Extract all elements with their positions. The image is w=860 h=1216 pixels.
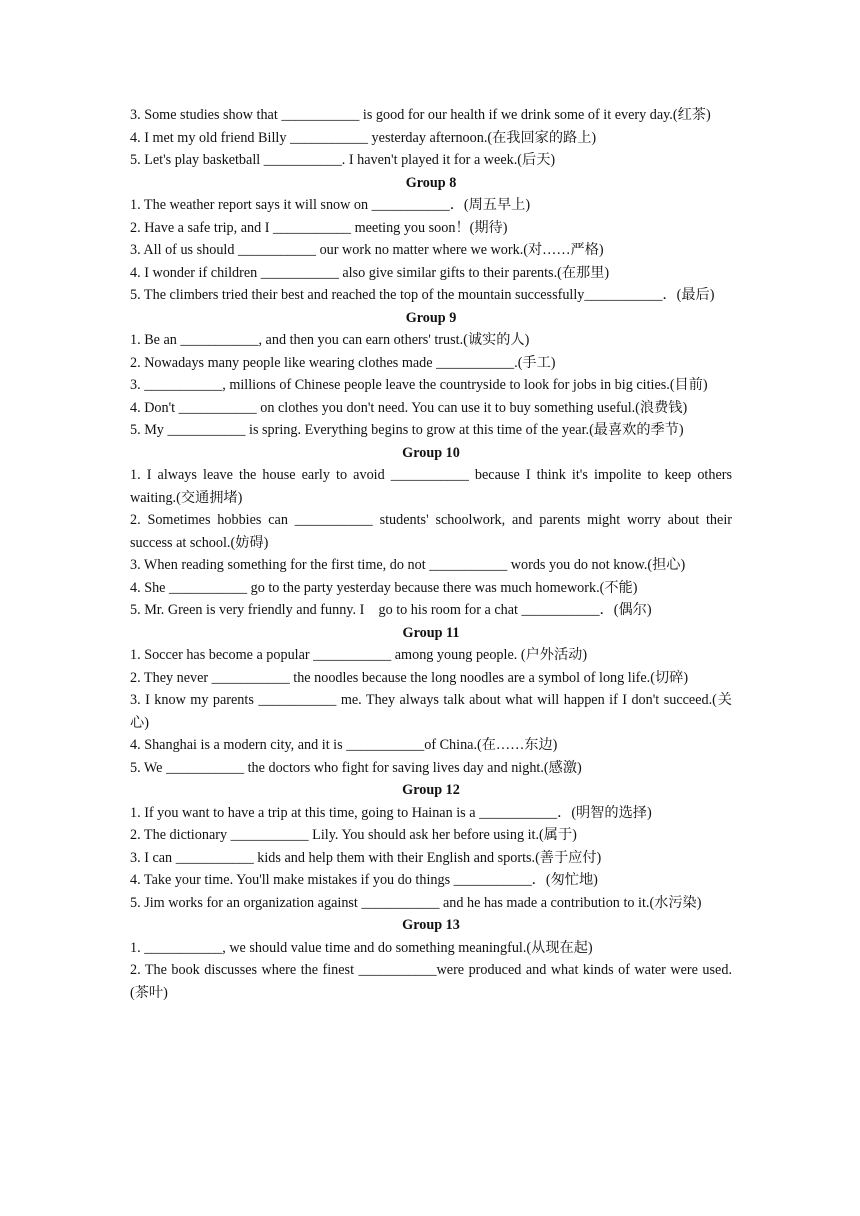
list-item: 1. Be an ___________, and then you can earn others' trust.(诚实的人) [130,332,530,348]
list-item: 1. ___________, we should value time and do something meaningful.(从现在起) [130,939,593,956]
list-item: 2. The book discusses where the finest ___________were produced and what kinds of water were used.(茶叶) [130,962,732,1001]
list-item: 4. I wonder if children ___________ also give similar gifts to their parents.(在那里) [130,264,610,281]
group-heading: Group 8 [405,174,457,191]
group-heading: Group 12 [402,782,460,798]
list-item: 2. They never ___________ the noodles because the long noodles are a symbol of long life.(切碎) [130,669,689,686]
list-item: 4. Shanghai is a modern city, and it is ___________of China.(在……东边) [130,737,558,753]
list-item: 4. Don't ___________ on clothes you don't need. You can use it to buy something useful.(浪费钱) [130,399,688,416]
list-item: 1. Soccer has become a popular ___________ among young people. (户外活动) [130,647,588,663]
list-item: 3. Some studies show that ___________ is good for our health if we drink some of it every day.(红茶) [130,107,711,123]
list-item: 3. I know my parents ___________ me. They always talk about what will happen if I don't succeed.(关心) [130,692,732,731]
list-item: 1. The weather report says it will snow on ___________．(周五早上) [130,197,531,213]
list-item: 5. Let's play basketball ___________. I haven't played it for a week.(后天) [130,152,556,168]
list-item: 4. She ___________ go to the party yesterday because there was much homework.(不能) [130,579,638,596]
list-item: 2. Sometimes hobbies can ___________ students' schoolwork, and parents might worry about their success at school.(妨碍) [130,512,732,551]
list-item: 5. The climbers tried their best and reached the top of the mountain successfully___________．(最后) [130,287,715,303]
group-heading: Group 11 [402,624,460,641]
list-item: 4. I met my old friend Billy ___________ yesterday afternoon.(在我回家的路上) [130,129,597,146]
list-item: 2. The dictionary ___________ Lily. You should ask her before using it.(属于) [130,827,577,843]
list-item: 3. All of us should ___________ our work no matter where we work.(对……严格) [130,242,604,258]
list-item: 3. When reading something for the first time, do not ___________ words you do not know.(担心) [130,557,686,573]
list-item: 2. Have a safe trip, and I ___________ meeting you soon！(期待) [130,219,508,236]
list-item: 5. Jim works for an organization against ___________ and he has made a contribution to it.(水污染) [130,894,702,911]
document-page [130,104,732,1004]
list-item: 4. Take your time. You'll make mistakes if you do things ___________．(匆忙地) [130,872,598,888]
list-item: 3. ___________, millions of Chinese people leave the countryside to look for jobs in big cities.(目前) [130,377,708,393]
list-item: 1. I always leave the house early to avoid ___________ because I think it's impolite to keep others waiting.(交通拥堵) [130,467,732,506]
list-item: 5. We ___________ the doctors who fight for saving lives day and night.(感激) [130,759,582,776]
list-item: 1. If you want to have a trip at this time, going to Hainan is a ___________．(明智的选择) [130,804,652,821]
list-item: 5. My ___________ is spring. Everything begins to grow at this time of the year.(最喜欢的季节) [130,422,684,438]
list-item: 3. I can ___________ kids and help them with their English and sports.(善于应付) [130,849,602,866]
group-heading: Group 9 [405,309,457,326]
group-heading: Group 13 [402,917,460,933]
list-item: 5. Mr. Green is very friendly and funny. I go to his room for a chat ___________．(偶尔) [130,602,652,618]
list-item: 2. Nowadays many people like wearing clothes made ___________.(手工) [130,354,556,371]
group-heading: Group 10 [402,444,460,461]
